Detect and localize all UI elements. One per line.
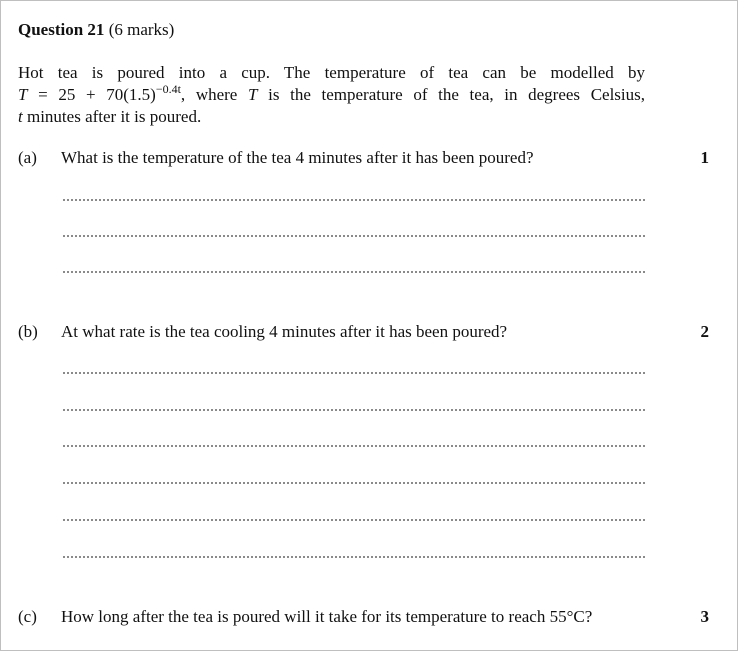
answer-line[interactable] (63, 519, 645, 521)
intro-line-3 (18, 106, 645, 128)
part-b-question: At what rate is the tea cooling 4 minutes after it has been poured? (61, 322, 508, 341)
answer-line[interactable] (63, 271, 645, 273)
answer-line[interactable] (63, 235, 645, 237)
question-intro (18, 62, 645, 128)
formula-variable-T: T (18, 85, 28, 104)
intro-line-3-rest: minutes after it is poured. (22, 107, 202, 126)
part-b-marks: 2 (700, 322, 709, 341)
part-b-label: (b) (18, 322, 38, 341)
answer-line[interactable] (63, 199, 645, 201)
question-heading (18, 20, 174, 40)
formula-exponent: −0.4t (155, 82, 181, 96)
answer-line[interactable] (63, 556, 645, 558)
intro-line-2-rest: is the temperature of the tea, in degrees Celsius, (257, 85, 646, 104)
variable-T: T (248, 85, 258, 104)
part-c-question: How long after the tea is poured will it take for its temperature to reach 55°C? (61, 607, 593, 626)
formula-tail: , where (180, 85, 248, 104)
question-total-marks: (6 marks) (108, 20, 175, 39)
part-c-label: (c) (18, 607, 37, 626)
answer-line[interactable] (63, 409, 645, 411)
answer-line[interactable] (63, 445, 645, 447)
answer-line[interactable] (63, 372, 645, 374)
intro-line-1: Hot tea is poured into a cup. The temperature of tea can be modelled by (18, 63, 645, 82)
variable-t: t (18, 107, 23, 126)
intro-line-2 (18, 84, 645, 106)
question-title: Question 21 (18, 20, 105, 39)
part-a-label: (a) (18, 148, 37, 167)
part-a-question: What is the temperature of the tea 4 minutes after it has been poured? (61, 148, 534, 167)
formula-body: = 25 + 70(1.5) (27, 85, 156, 104)
answer-line[interactable] (63, 482, 645, 484)
part-a-marks: 1 (700, 148, 709, 167)
part-c-marks: 3 (700, 607, 709, 626)
